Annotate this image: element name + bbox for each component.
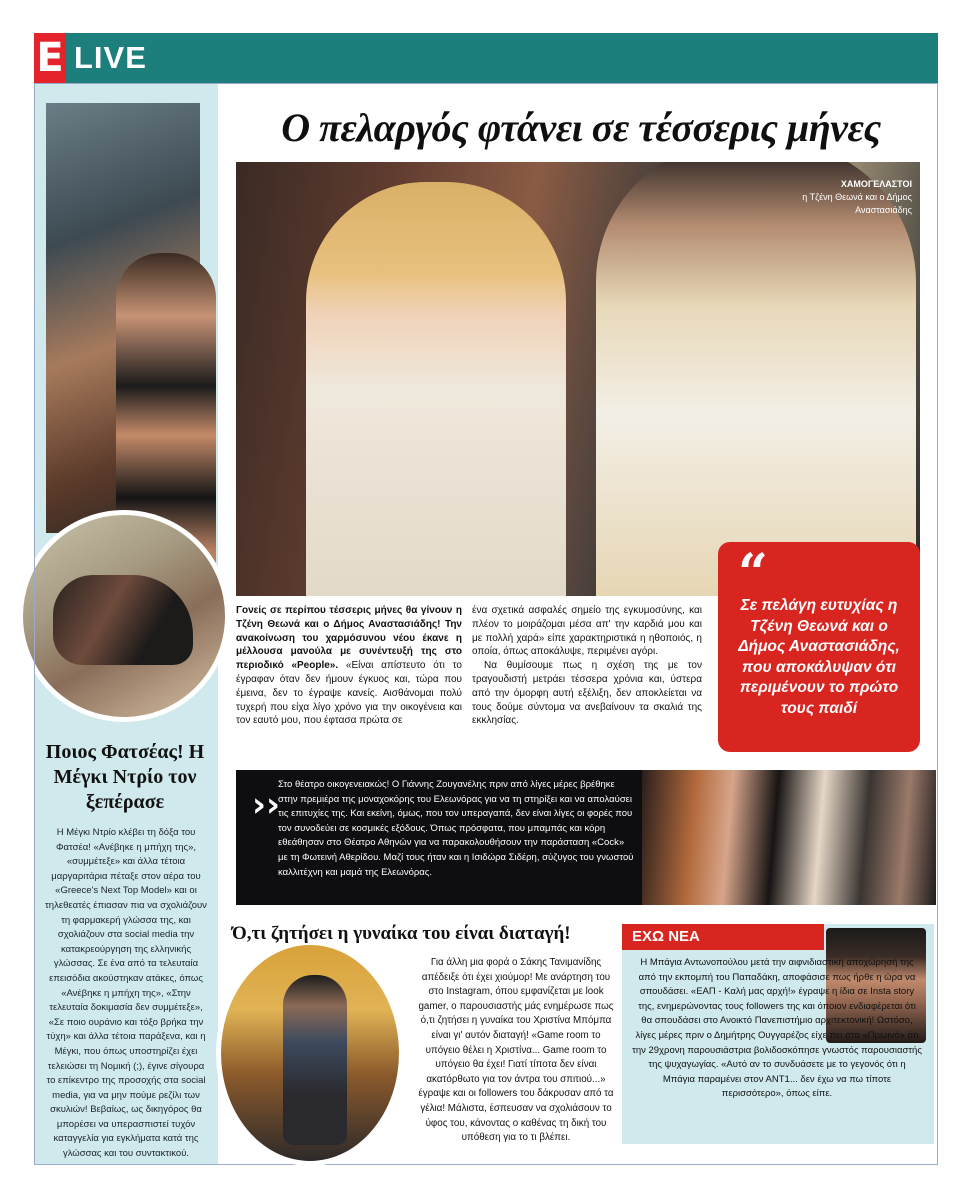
article-column-2 [472, 604, 702, 728]
article-body-1: «Είναι απίστευτο ότι το έγραφαν όταν δεν ήμουν έγκυος και, τώρα που έμεινα, δεν το έγραψε κανείς. Αισθάνομαι πολύ τυχερή που είχα λίγο χρόνο για την οικογένεια και τον εαυτό μου, που έφτασα πρώτα σε [236, 660, 462, 727]
bottom-circle-figure [283, 975, 347, 1145]
bottom-body: Για άλλη μια φορά ο Σάκης Τανιμανίδης απέδειξε ότι έχει χιούμορ! Με ανάρτηση του στο Instagram, όπου εμφανίζεται με look gamer, ο παρουσιαστής μάς ενημέρωσε πως ό,τι ζητήσει η γυναίκα του Χριστίνα Μπόμπα είναι γι' αυτόν διαταγή! «Game room το υπόγειο θέλει η Χριστίνα... Game room το υπόγειο θα έχει! Γιατί τίποτα δεν είναι ακατόρθωτο για τον άντρα του σπιτιού...» έγραψε και οι followers του δάκρυσαν από τα γέλια! Μάλιστα, έσπευσαν να σχολιάσουν το ύφος του, κάνοντας ο καθένας τη δική του υπόθεση για το τι βλέπει. [418, 957, 614, 1144]
article-lead: Γονείς σε περίπου τέσσερις μήνες θα γίνουν η Τζένη Θεωνά και ο Δήμος Αναστασιάδης! Την ανακοίνωση του χαρμόσυνου νέου έκανε η μέλλουσα μανούλα με συνέντευξή της στο περιοδικό «People». [236, 605, 462, 672]
news-body: Η Μπάγια Αντωνοπούλου μετά την αιφνιδιαστική αποχώρησή της από την εκπομπή του Παπαδάκη, αποφάσισε πως ήρθε η ώρα να σπουδάσει. «ΕΑΠ - Καλή μας αρχή!» έγραψε η ίδια σε Insta story της, ενημερώνοντας τους followers της και όποιον ενδιαφέρεται ότι θα σπουδάσει στο Ανοικτό Πανεπιστήμιο αρχιτεκτονική! Ωστόσο, λίγες μέρες πριν ο Δημήτρης Ουγγαρέζος είχε πει στο «Πρωινό» ότι την 29χρονη παρουσιάστρια βολιδοσκόπησε γνωστός παρουσιαστής της ψυχαγωγίας. «Αυτό αν το συνδυάσετε με το γεγονός ότι η Μπάγια παραμένει στον ΑΝΤ1... δεν έχω να πω τίποτε περισσότερο», όπως είπε. [632, 957, 922, 1100]
sidebar-body: Η Μέγκι Ντρίο κλέβει τη δόξα του Φατσέα! «Ανέβηκε η μπήχη της», «συμμέτεξε» και άλλα τέτοια μαργαριτάρια πέταξε στον αέρα του «Greece's Next Top Model» και οι τηλεθεατές έπιασαν πια να σχολιάζουν τη φαρμακερή γλώσσα της, και σχολιάζουν στα social media την κατακρεούργηση της ελληνικής γλώσσας. Σε ένα από τα τελευταία επεισόδια ακούστηκαν ατάκες, όπως «Ανέβηκε η μπήχη της», «Στην τελευταία δοκιμασία δεν συμμέτεξε», «Σε ποιο ουράνιο και τόξο βρήκα την τύχη» και άλλα τέτοια παράξενα, και η Μέγκι, που όπως υποστηρίζει έχει τελειώσει τη Νομική (;), έγινε σίγουρα το επίκεντρο της προσοχής στα social media, για να μην πούμε ρεζίλι των σκυλιών! Βεβαίως, ως δικηγόρος θα μπορέσει να υπερασπιστεί τυχόν καταγγελία για εγκλήματα κατά της γλώσσας και του συντακτικού. [45, 827, 207, 1160]
article-body-2: ένα σχετικά ασφαλές σημείο της εγκυμοσύνης, και πλέον το μοιράζομαι μέσα απ' την καρδιά μου και με πολλή χαρά» είπε χαρακτηριστικά η ηθοποιός, η οποία, όπως αποκάλυψε, περιμένει αγόρι. [472, 605, 702, 658]
news-strip-photo [642, 770, 936, 905]
quote-text: Σε πελάγη ευτυχίας η Τζένη Θεωνά και ο Δήμος Αναστασιάδης, που αποκάλυψαν ότι περιμένουν το πρώτο τους παιδί [738, 597, 900, 717]
article-column-1 [236, 604, 462, 728]
main-photo-woman [306, 182, 566, 596]
caption-body: η Τζένη Θεωνά και ο Δήμος Αναστασιάδης [802, 192, 912, 215]
news-strip-text: Στο θέατρο οικογενειακώς! Ο Γιάννης Ζουγανέλης πριν από λίγες μέρες βρέθηκε στην πρεμιέρα της μοναχοκόρης του Ελεωνόρας για να τη στηρίξει και να απολαύσει τις επιτυχίες της. Και εκείνη, όμως, που τον υπεραγαπά, δεν είναι λίγες οι φορές που τον συνοδεύει σε κοσμικές εξόδους. Όπως πρόσφατα, που μπαμπάς και κόρη εθεάθησαν στο Θέατρο Αθηνών για να παρακολουθήσουν την παράσταση «Cock» με τη Φωτεινή Αθερίδου. Μαζί τους ήταν και η Ισιδώρα Σιδέρη, σύζυγος του γνωστού καλλιτέχνη και μαμά της Ελεωνόρας. [278, 779, 634, 878]
main-photo [236, 162, 920, 596]
magazine-logo: E [34, 33, 66, 83]
photo-caption [780, 178, 912, 217]
article-body-3: Να θυμίσουμε πως η σχέση της με τον τραγουδιστή μετράει τέσσερα χρόνια και, ύστερα από την όμορφη αυτή εξέλιξη, δεν αποκλείεται να τους δούμε σύντομα να ανεβαίνουν τα σκαλιά της εκκλησίας. [472, 660, 702, 727]
section-header-bar [34, 33, 938, 83]
main-photo-man [596, 162, 916, 596]
section-label: LIVE [74, 40, 147, 75]
bottom-headline: Ό,τι ζητήσει η γυναίκα του είναι διαταγή! [232, 923, 571, 944]
main-headline: Ο πελαργός φτάνει σε τέσσερις μήνες [281, 105, 881, 150]
chevron-right-icon: ›› [252, 785, 281, 825]
caption-head: ΧΑΜΟΓΕΛΑΣΤΟΙ [840, 179, 912, 189]
bottom-circle-photo [216, 940, 404, 1166]
news-label: ΕΧΩ ΝΕΑ [622, 924, 824, 950]
sidebar-title: Ποιος Φατσέας! Η Μέγκι Ντρίο τον ξεπέρασε [45, 741, 205, 813]
quote-mark-icon: “ [738, 543, 768, 604]
